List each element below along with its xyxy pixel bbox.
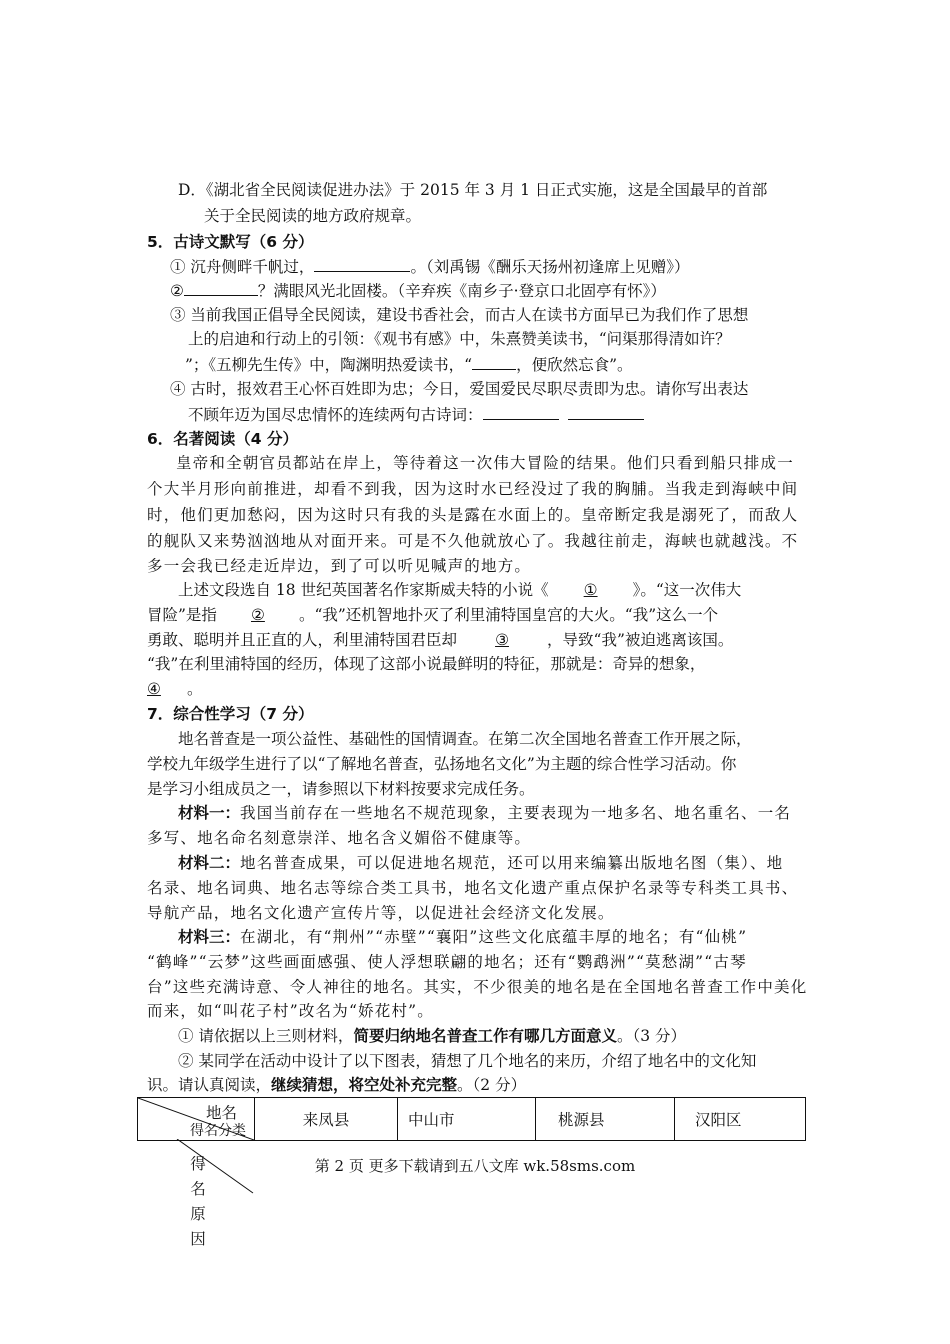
q5-item1-text-a: ① 沉舟侧畔千帆过， <box>170 258 315 276</box>
q5-item1-text-b: 。（刘禹锡《酬乐天扬州初逢席上见赠》） <box>410 258 690 276</box>
q7-material2-line1 <box>178 853 783 873</box>
q5-item2-blank[interactable] <box>184 280 258 296</box>
table-head-reason: 得名原因 <box>190 1155 206 1248</box>
q6-blank-4[interactable]: ④ <box>147 680 161 698</box>
q6-passage-text-1: 皇帝和全朝官员都站在岸上，等待着这一次伟大冒险的结果。他们只看到船只排成一 <box>176 454 794 472</box>
q7-material2-line3: 导航产品，地名文化遗产宣传片等，以促进社会经济文化发展。 <box>147 904 615 922</box>
q7-material2-label: 材料二： <box>178 854 241 872</box>
q7-task2-line1: ② 某同学在活动中设计了以下图表，猜想了几个地名的来历，介绍了地名中的文化知 <box>178 1052 757 1070</box>
table-head-category: 得名分类 <box>190 1123 246 1139</box>
q6-question-line4: “我”在利里浦特国的经历，体现了这部小说最鲜明的特征，那就是：奇异的想象， <box>147 655 706 673</box>
q6-passage-line1 <box>176 453 794 473</box>
q6-passage-line2: 个大半月形向前推进，却看不到我，因为这时水已经没过了我的胸脯。当我走到海峡中间 <box>147 480 799 498</box>
q5-item1 <box>170 256 689 277</box>
q5-item2 <box>170 280 666 301</box>
q7-material1-text: 我国当前存在一些地名不规范现象，主要表现为一地多名、地名重名、一名 <box>240 804 792 822</box>
q6-passage-line5: 多一会我已经走近岸边，到了可以听见喊声的地方。 <box>147 557 532 575</box>
q6-passage-line3: 时，他们更加愁闷，因为这时只有我的头是露在水面上的。皇帝断定我是溺死了，而敌人 <box>147 506 799 524</box>
q6-q1-text-b: 》。“这一次伟大 <box>632 581 742 599</box>
q7-task2-emphasis: 继续猜想，将空处补充完整 <box>271 1076 458 1094</box>
table-cell-taoyuan[interactable]: 桃源县 <box>536 1098 675 1141</box>
table-row <box>138 1098 806 1141</box>
q7-intro-line3: 是学习小组成员之一，请参照以下材料按要求完成任务。 <box>147 780 535 798</box>
q6-q3-text-a: 勇敢、聪明并且正直的人，利里浦特国君臣却 <box>147 631 458 649</box>
q7-title: 7．综合性学习（7 分） <box>147 705 314 723</box>
q6-passage-line4: 的舰队又来势汹汹地从对面开来。可是不久他就放心了。我越往前走，海峡也就越浅。不 <box>147 532 799 550</box>
q5-title: 5．古诗文默写（6 分） <box>147 233 314 251</box>
q6-blank-3[interactable]: ③ <box>495 631 509 649</box>
q5-item4-text: 不顾年迈为国尽忠情怀的连续两句古诗词： <box>188 406 483 424</box>
q5-item3-text-b: ，便欣然忘食”。 <box>516 356 633 374</box>
place-name-table <box>137 1097 806 1141</box>
q7-material3-line1 <box>178 927 747 947</box>
q7-task2-line2 <box>147 1075 526 1095</box>
q7-task1-emphasis: 简要归纳地名普查工作有哪几方面意义 <box>353 1027 617 1045</box>
q6-question-line5 <box>147 679 203 699</box>
table-diagonal-header <box>138 1098 255 1141</box>
q5-item4-blank1[interactable] <box>483 404 559 420</box>
q6-q2-text-b: 。“我”还机智地扑灭了利里浦特国皇宫的大火。“我”这么一个 <box>298 606 719 624</box>
q7-material2-line2: 名录、地名词典、地名志等综合类工具书，地名文化遗产重点保护名录等专科类工具书、 <box>147 879 799 897</box>
q5-item3-line1: ③ 当前我国正倡导全民阅读，建设书香社会，而古人在读书方面早已为我们作了思想 <box>170 306 749 324</box>
q6-q5-end: 。 <box>187 680 203 698</box>
q5-item4-line2 <box>188 404 644 425</box>
q5-item3-blank[interactable] <box>472 354 516 370</box>
q6-q3-text-b: ，导致“我”被迫逃离该国。 <box>547 631 734 649</box>
q5-item4-line1: ④ 古时，报效君王心怀百姓即为忠；今日，爱国爱民尽职尽责即为忠。请你写出表达 <box>170 380 749 398</box>
q5-item3-line3 <box>185 354 633 375</box>
q7-task1-text-a: ① 请依据以上三则材料， <box>178 1027 354 1045</box>
q5-item4-blank2[interactable] <box>568 404 644 420</box>
q6-blank-1[interactable]: ① <box>583 581 598 599</box>
option-d-line2: 关于全民阅读的地方政府规章。 <box>204 207 422 225</box>
q6-q1-text-a: 上述文段选自 18 世纪英国著名作家斯威夫特的小说《 <box>178 581 549 599</box>
q7-material1-label: 材料一： <box>178 804 241 822</box>
q7-intro-line2: 学校九年级学生进行了以“了解地名普查，弘扬地名文化”为主题的综合性学习活动。你 <box>147 755 737 773</box>
q6-question-line1 <box>178 580 741 600</box>
table-head-place-name: 地名 <box>206 1104 238 1122</box>
q5-item3-text-a: ”；《五柳先生传》中，陶渊明热爱读书，“ <box>185 356 473 374</box>
q6-q2-text-a: 冒险”是指 <box>147 606 217 624</box>
q7-task2-text-d: 。（2 分） <box>457 1076 527 1094</box>
q6-title: 6．名著阅读（4 分） <box>147 430 298 448</box>
option-d-line1: D．《湖北省全民阅读促进办法》于 2015 年 3 月 1 日正式实施，这是全国最早的首部 <box>178 181 768 199</box>
q5-item2-text-b: ？满眼风光北固楼。（辛弃疾《南乡子·登京口北固亭有怀》） <box>257 282 666 300</box>
q7-material3-text: 在湖北，有“荆州”“赤壁”“襄阳”这些文化底蕴丰厚的地名；有“仙桃” <box>240 928 748 946</box>
q5-item1-blank[interactable] <box>314 256 410 272</box>
q7-task1 <box>178 1026 686 1046</box>
table-cell-hanyang[interactable]: 汉阳区 <box>675 1098 806 1141</box>
q7-material2-text: 地名普查成果，可以促进地名规范，还可以用来编纂出版地名图（集）、地 <box>240 854 784 872</box>
q5-item2-text-a: ② <box>170 282 184 300</box>
q6-question-line2 <box>147 605 718 625</box>
table-cell-zhongshan[interactable]: 中山市 <box>398 1098 536 1141</box>
q6-blank-2[interactable]: ② <box>250 606 265 624</box>
q7-material3-line3: 台”这些充满诗意、令人神往的地名。其实，不少很美的地名是在全国地名普查工作中美化 <box>147 978 808 996</box>
q7-task1-text-c: 。（3 分） <box>616 1027 686 1045</box>
q7-material3-label: 材料三： <box>178 928 241 946</box>
q7-material3-line4: 而来，如“叫花子村”改名为“娇花村”。 <box>147 1002 434 1020</box>
table-cell-laifeng[interactable]: 来凤县 <box>255 1098 398 1141</box>
q7-material1-line1 <box>178 803 791 823</box>
q7-material3-line2: “鹤峰”“云梦”这些画面感强、使人浮想联翩的地名；还有“鹦鹉洲”“莫愁湖”“古琴 <box>147 953 747 971</box>
q7-task2-text-b: 识。请认真阅读， <box>147 1076 272 1094</box>
q6-question-line3 <box>147 630 733 650</box>
q7-material1-line2: 多写、地名命名刻意崇洋、地名含义媚俗不健康等。 <box>147 829 532 847</box>
q7-intro-line1: 地名普查是一项公益性、基础性的国情调查。在第二次全国地名普查工作开展之际， <box>178 730 752 748</box>
page-footer: 第 2 页 更多下载请到五八文库 wk.58sms.com <box>314 1157 636 1175</box>
q5-item3-line2: 上的启迪和行动上的引领：《观书有感》中，朱熹赞美读书，“问渠那得清如许？ <box>188 330 731 348</box>
